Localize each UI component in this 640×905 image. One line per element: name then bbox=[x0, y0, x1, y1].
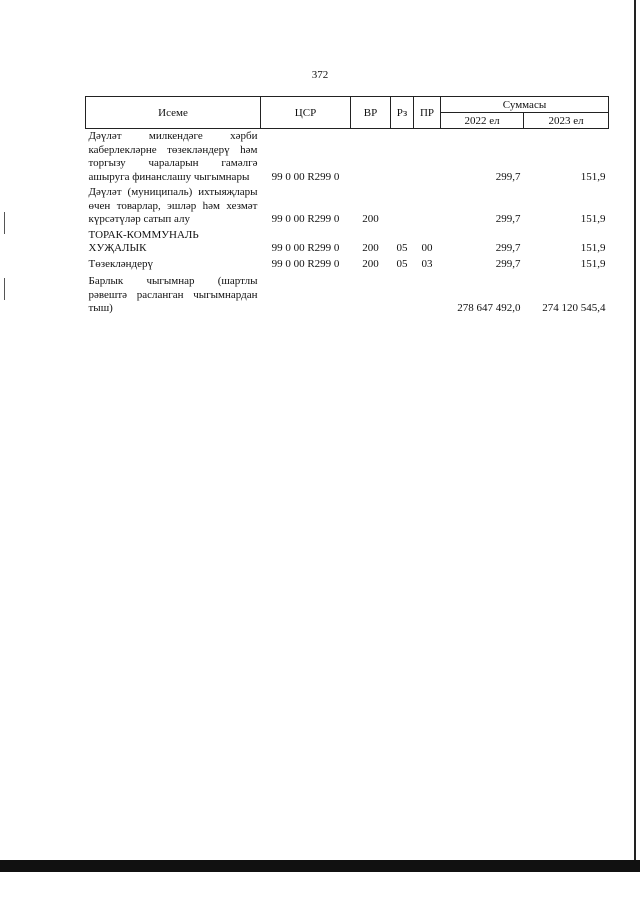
table-row bbox=[86, 185, 609, 228]
table-row bbox=[86, 129, 609, 186]
row-name: Дәүләт (муниципаль) ихтыяҗлары өчен товарлар, эшләр һәм хезмәт күрсәтүләр сатып алу bbox=[88, 186, 258, 225]
row-pr bbox=[414, 272, 441, 317]
header-sums: Суммасы bbox=[441, 97, 609, 113]
table-row bbox=[86, 228, 609, 257]
row-pr: 03 bbox=[421, 257, 433, 270]
row-sum-2023: 274 120 545,4 bbox=[542, 302, 606, 314]
row-csr: 99 0 00 R299 0 bbox=[271, 213, 340, 225]
scan-edge-line bbox=[634, 0, 636, 860]
row-vr: 200 bbox=[362, 257, 379, 270]
row-vr bbox=[351, 272, 391, 317]
row-name: ТОРАК-КОММУНАЛЬ ХУҖАЛЫК bbox=[88, 228, 199, 254]
row-pr bbox=[414, 185, 441, 228]
header-name: Исеме bbox=[86, 97, 261, 129]
budget-table bbox=[85, 96, 609, 317]
row-rz: 05 bbox=[396, 257, 408, 270]
row-rz bbox=[391, 272, 414, 317]
row-sum-2023: 151,9 bbox=[580, 242, 606, 254]
row-name: Барлык чыгымнар (шартлы рәвештә расланган чыгымнардан тыш) bbox=[88, 275, 258, 314]
row-pr: 00 bbox=[421, 242, 433, 254]
row-vr bbox=[351, 129, 391, 186]
row-sum-2022: 299,7 bbox=[495, 242, 521, 254]
table-row bbox=[86, 257, 609, 273]
header-year-2023: 2023 ел bbox=[524, 113, 609, 129]
scan-bottom-bar bbox=[0, 860, 640, 872]
row-sum-2022: 278 647 492,0 bbox=[457, 302, 521, 314]
header-pr: ПР bbox=[414, 97, 441, 129]
row-sum-2023: 151,9 bbox=[580, 170, 606, 183]
row-vr: 200 bbox=[362, 213, 379, 225]
row-name: Дәүләт милкендәге хәрби каберлекләрне төзекләндерү һәм торгызу чараларын гамәлгә ашыруга финанслашу чыгымнары bbox=[88, 130, 258, 183]
scan-margin-mark bbox=[4, 212, 5, 234]
row-name: Төзекләндерү bbox=[88, 257, 154, 270]
row-csr: 99 0 00 R299 0 bbox=[271, 257, 340, 270]
row-vr: 200 bbox=[362, 242, 379, 254]
row-sum-2022: 299,7 bbox=[495, 257, 521, 270]
page-number: 372 bbox=[311, 69, 329, 81]
row-csr bbox=[261, 272, 351, 317]
row-rz bbox=[391, 185, 414, 228]
row-rz bbox=[391, 129, 414, 186]
scan-margin-mark bbox=[4, 278, 5, 300]
header-year-2022: 2022 ел bbox=[441, 113, 524, 129]
row-csr: 99 0 00 R299 0 bbox=[271, 170, 340, 183]
row-sum-2023: 151,9 bbox=[580, 213, 606, 225]
header-rz: Рз bbox=[391, 97, 414, 129]
row-sum-2022: 299,7 bbox=[495, 170, 521, 183]
row-pr bbox=[414, 129, 441, 186]
row-csr: 99 0 00 R299 0 bbox=[271, 242, 340, 254]
header-csr: ЦСР bbox=[261, 97, 351, 129]
row-sum-2022: 299,7 bbox=[495, 213, 521, 225]
row-sum-2023: 151,9 bbox=[580, 257, 606, 270]
header-vr: ВР bbox=[351, 97, 391, 129]
row-rz: 05 bbox=[396, 242, 408, 254]
table-row-total bbox=[86, 272, 609, 317]
